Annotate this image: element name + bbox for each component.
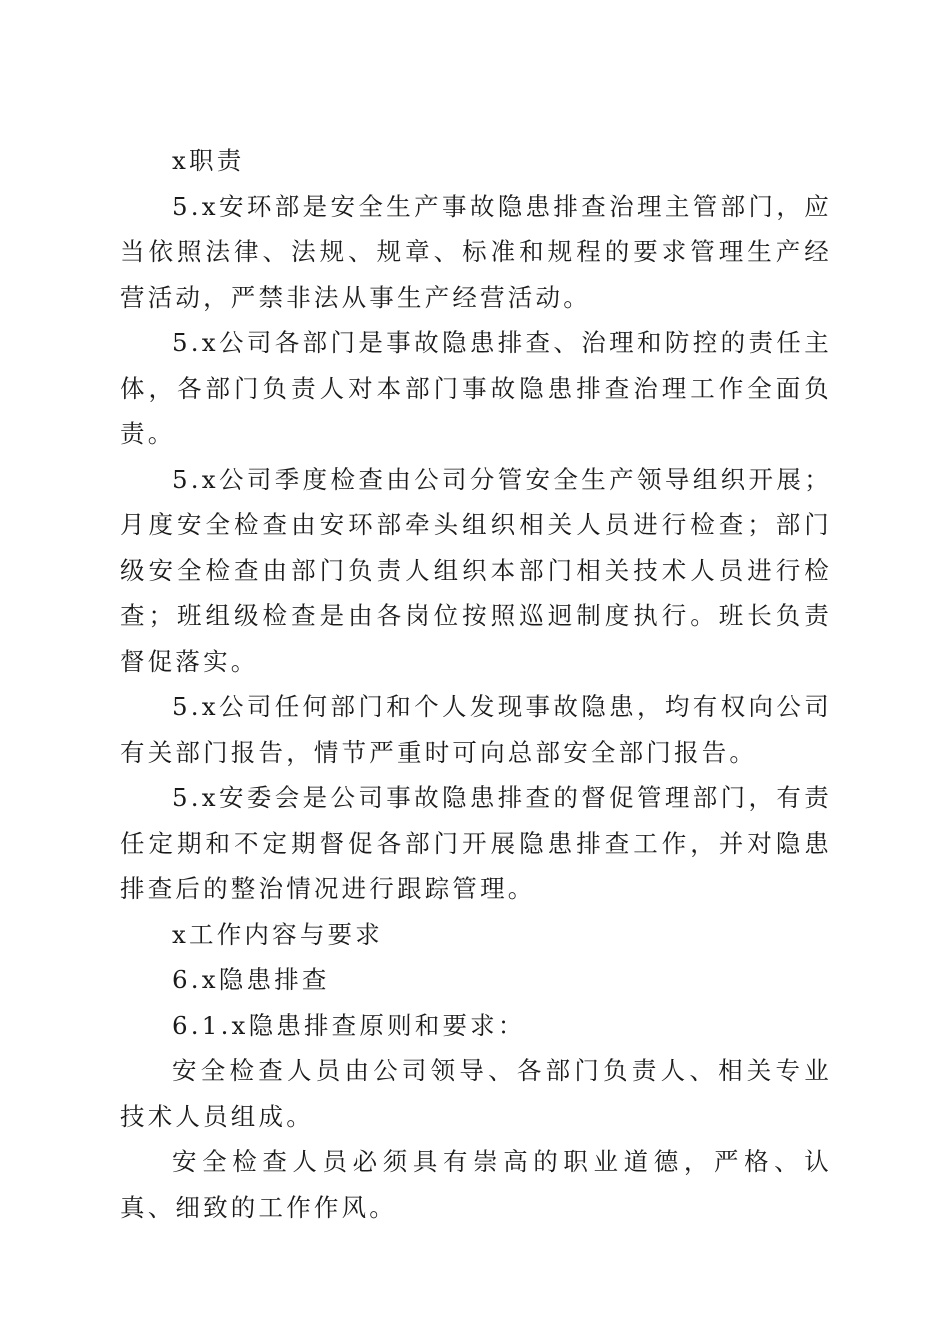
paragraph-inspections: 5.x公司季度检查由公司分管安全生产领导组织开展；月度安全检查由安环部牵头组织相关人员进行检查；部门级安全检查由部门负责人组织本部门相关技术人员进行检查；班组级检查是由各岗位按照巡迥制度执行。班长负责督促落实。 (120, 464, 832, 676)
paragraph-departments: 5.x公司各部门是事故隐患排查、治理和防控的责任主体，各部门负责人对本部门事故隐患排查治理工作全面负责。 (120, 328, 832, 448)
document-body (120, 138, 832, 1230)
paragraph-reporting: 5.x公司任何部门和个人发现事故隐患，均有权向公司有关部门报告，情节严重时可向总部安全部门报告。 (120, 692, 832, 767)
subsection-heading-principles: 6.1.x隐患排查原则和要求： (172, 1010, 526, 1040)
section-heading-responsibilities: x职责 (172, 146, 245, 175)
paragraph-inspector-composition: 安全检查人员由公司领导、各部门负责人、相关专业技术人员组成。 (120, 1056, 832, 1131)
paragraph-safety-committee: 5.x安委会是公司事故隐患排查的督促管理部门，有责任定期和不定期督促各部门开展隐患排查工作，并对隐患排查后的整治情况进行跟踪管理。 (120, 783, 832, 903)
paragraph-inspector-ethics: 安全检查人员必须具有崇高的职业道德，严格、认真、细致的工作作风。 (120, 1147, 832, 1222)
section-heading-work-content: x工作内容与要求 (172, 919, 383, 949)
paragraph-safety-dept: 5.x安环部是安全生产事故隐患排查治理主管部门，应当依照法律、法规、规章、标准和规程的要求管理生产经营活动，严禁非法从事生产经营活动。 (120, 191, 832, 312)
subsection-heading-hazard-check: 6.x隐患排查 (172, 965, 330, 994)
